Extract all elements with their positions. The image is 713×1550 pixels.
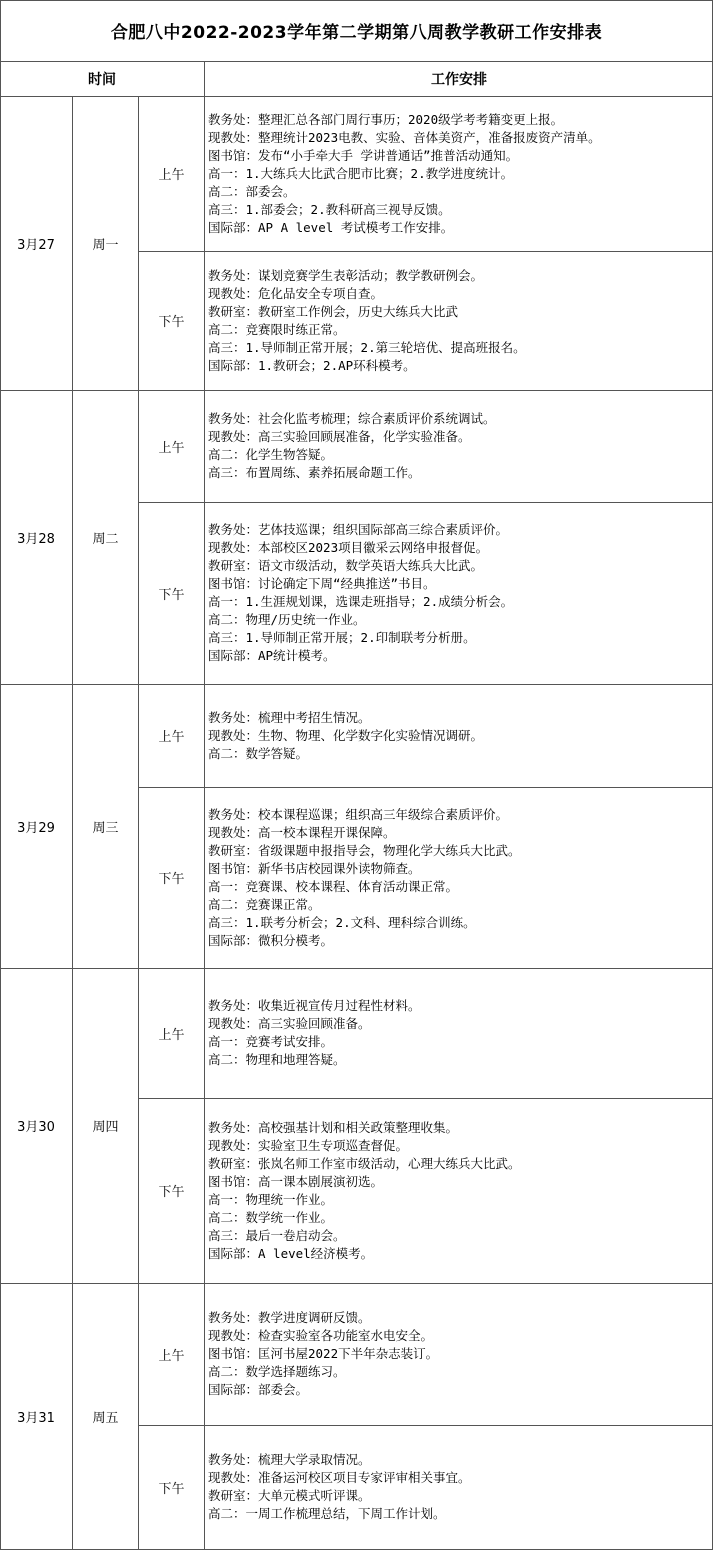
period-divider: [139, 787, 713, 788]
task-list: [208, 787, 708, 968]
day-divider: [0, 684, 713, 685]
date-cell: 3月30: [17, 1120, 55, 1135]
weekday-cell: 周二: [92, 531, 119, 547]
task-item: 高二：数学选择题练习。: [208, 1364, 346, 1379]
task-item: 高三：布置周练、素养拓展命题工作。: [208, 465, 421, 480]
task-list: [208, 502, 708, 684]
task-item: 图书馆：讨论确定下周“经典推送”书目。: [208, 576, 436, 591]
period-cell: 上午: [158, 730, 185, 745]
task-item: 现教处：高一校本课程开课保障。: [208, 824, 396, 840]
weekday-period-divider: [138, 96, 139, 1550]
task-item: 教务处：梳理中考招生情况。: [208, 709, 371, 725]
task-item: 高二：一周工作梳理总结，下周工作计划。: [208, 1506, 446, 1521]
task-item: 国际部：AP A level 考试模考工作安排。: [208, 219, 454, 235]
page-title: 合肥八中2022-2023学年第二学期第八周教学教研工作安排表: [110, 23, 603, 43]
title-divider: [0, 61, 713, 62]
header-divider: [0, 96, 713, 97]
task-item: 高二：竞赛限时练正常。: [208, 321, 346, 337]
task-item: 高三：1.部委会；2.教科研高三视导反馈。: [208, 201, 451, 217]
task-item: 教研室：语文市级活动，数学英语大练兵大比武。: [208, 558, 484, 573]
task-item: 国际部：微积分模考。: [208, 932, 334, 948]
task-item: 高二：数学答疑。: [208, 745, 309, 761]
period-cell: 下午: [158, 315, 185, 330]
date-cell: 3月29: [17, 820, 55, 836]
task-item: 教务处：梳理大学录取情况。: [208, 1452, 371, 1467]
task-item: 高一：1.大练兵大比武合肥市比赛；2.教学进度统计。: [208, 165, 514, 181]
task-item: 高一：竞赛考试安排。: [208, 1034, 334, 1049]
task-list: [208, 1283, 708, 1425]
day-divider: [0, 1283, 713, 1284]
period-cell: 上午: [158, 1027, 185, 1043]
period-cell: 下午: [158, 1481, 185, 1497]
task-item: 国际部：1.教研会；2.AP环科模考。: [208, 357, 416, 373]
task-item: 现教处：准备运河校区项目专家评审相关事宜。: [208, 1470, 471, 1485]
task-item: 教务处：校本课程巡课；组织高三年级综合素质评价。: [208, 806, 509, 822]
task-item: 高三：最后一卷启动会。: [208, 1227, 346, 1243]
period-divider: [139, 1098, 713, 1099]
task-item: 教务处：高校强基计划和相关政策整理收集。: [208, 1119, 459, 1135]
task-item: 教研室：教研室工作例会，历史大练兵大比武: [208, 303, 459, 319]
task-item: 现教处：本部校区2023项目徽采云网络申报督促。: [208, 540, 489, 555]
work-header: 工作安排: [431, 71, 487, 88]
task-item: 图书馆：匡河书屋2022下半年杂志装订。: [208, 1346, 439, 1361]
day-divider: [0, 968, 713, 969]
period-cell: 上午: [158, 440, 185, 456]
task-item: 高二：数学统一作业。: [208, 1209, 334, 1225]
task-item: 现教处：实验室卫生专项巡查督促。: [208, 1137, 409, 1153]
task-list: [208, 96, 708, 251]
task-item: 教务处：收集近视宣传月过程性材料。: [208, 998, 421, 1013]
task-item: 现教处：高三实验回顾准备。: [208, 1016, 371, 1031]
period-divider: [139, 251, 713, 252]
task-item: 高二：物理/历史统一作业。: [208, 612, 366, 627]
task-list: [208, 390, 708, 502]
border-top: [0, 0, 713, 1]
task-item: 高二：物理和地理答疑。: [208, 1052, 346, 1067]
period-cell: 上午: [158, 168, 185, 183]
period-cell: 下午: [158, 872, 185, 887]
period-cell: 上午: [158, 1348, 185, 1364]
border-left: [0, 0, 1, 1550]
task-item: 现教处：高三实验回顾展准备，化学实验准备。: [208, 429, 471, 444]
date-cell: 3月27: [17, 237, 55, 253]
weekday-cell: 周三: [92, 820, 119, 836]
task-item: 高一：物理统一作业。: [208, 1191, 334, 1207]
task-list: [208, 968, 708, 1098]
task-item: 教研室：省级课题申报指导会，物理化学大练兵大比武。: [208, 842, 521, 858]
task-item: 高三：1.联考分析会；2.文科、理科综合训练。: [208, 914, 476, 930]
task-item: 高三：1.导师制正常开展；2.印制联考分析册。: [208, 630, 476, 645]
task-item: 高一：1.生涯规划课，选课走班指导；2.成绩分析会。: [208, 594, 514, 609]
task-item: 教务处：教学进度调研反馈。: [208, 1310, 371, 1325]
task-item: 国际部：部委会。: [208, 1382, 309, 1397]
time-work-divider: [204, 61, 205, 1550]
task-item: 高一：竞赛课、校本课程、体育活动课正常。: [208, 878, 459, 894]
task-item: 现教处：危化品安全专项自查。: [208, 285, 384, 301]
period-divider: [139, 502, 713, 503]
weekday-cell: 周四: [92, 1120, 119, 1135]
period-cell: 下午: [158, 587, 185, 603]
task-item: 教务处：整理汇总各部门周行事历；2020级学考考籍变更上报。: [208, 111, 564, 127]
task-list: [208, 1098, 708, 1283]
task-item: 国际部：AP统计模考。: [208, 648, 336, 663]
task-item: 教研室：张岚名师工作室市级活动，心理大练兵大比武。: [208, 1155, 521, 1171]
task-item: 现教处：生物、物理、化学数字化实验情况调研。: [208, 727, 484, 743]
period-cell: 下午: [158, 1185, 185, 1200]
time-header: 时间: [88, 71, 116, 88]
task-list: [208, 684, 708, 787]
date-cell: 3月28: [17, 531, 55, 547]
date-cell: 3月31: [17, 1410, 55, 1426]
task-item: 高三：1.导师制正常开展；2.第三轮培优、提高班报名。: [208, 339, 526, 355]
task-item: 国际部：A level经济模考。: [208, 1245, 374, 1261]
task-item: 教研室：大单元模式听评课。: [208, 1488, 371, 1503]
task-item: 图书馆：发布“小手牵大手 学讲普通话”推普活动通知。: [208, 147, 519, 163]
weekday-cell: 周五: [92, 1410, 119, 1426]
task-item: 图书馆：新华书店校园课外读物筛查。: [208, 860, 421, 876]
task-item: 高二：竞赛课正常。: [208, 896, 321, 912]
task-list: [208, 1425, 708, 1549]
date-weekday-divider: [72, 96, 73, 1550]
task-item: 教务处：艺体技巡课；组织国际部高三综合素质评价。: [208, 522, 509, 537]
task-list: [208, 251, 708, 390]
task-item: 高二：化学生物答疑。: [208, 447, 334, 462]
period-divider: [139, 1425, 713, 1426]
task-item: 教务处：谋划竞赛学生表彰活动；教学教研例会。: [208, 267, 484, 283]
task-item: 图书馆：高一课本剧展演初选。: [208, 1173, 384, 1189]
task-item: 教务处：社会化监考梳理；综合素质评价系统调试。: [208, 411, 496, 426]
weekday-cell: 周一: [92, 237, 119, 253]
task-item: 现教处：检查实验室各功能室水电安全。: [208, 1328, 434, 1343]
day-divider: [0, 390, 713, 391]
task-item: 高二：部委会。: [208, 183, 296, 199]
task-item: 现教处：整理统计2023电教、实验、音体美资产，准备报废资产清单。: [208, 129, 601, 145]
